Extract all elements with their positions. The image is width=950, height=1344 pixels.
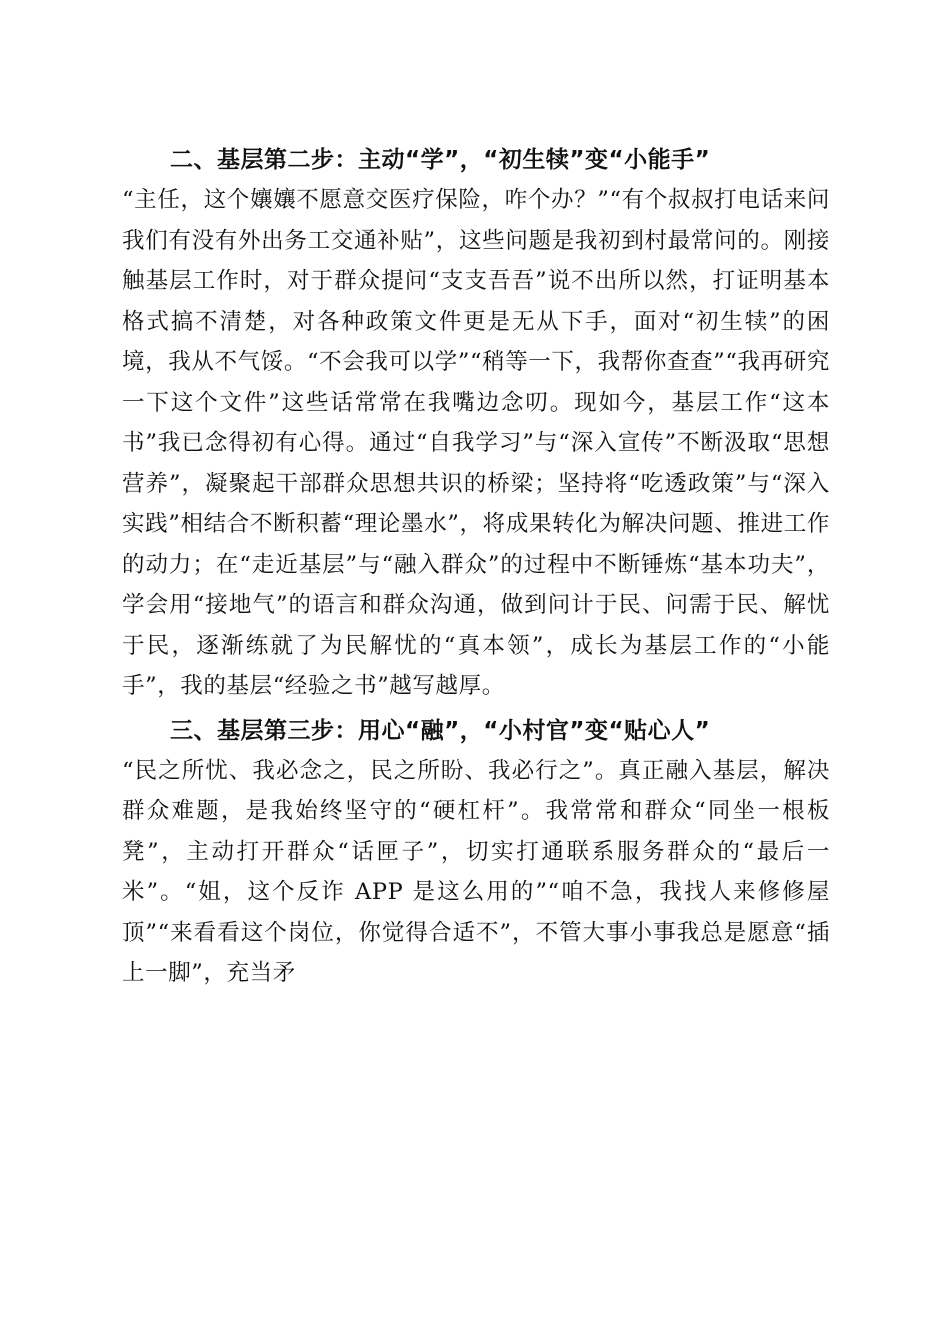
section-3-paragraph: “民之所忧、我必念之，民之所盼、我必行之”。真正融入基层，解决群众难题，是我始终坚守的“硬杠杆”。我常常和群众“同坐一根板凳”，主动打开群众“话匣子”，切实打通联系服务群众的“最后一米”。“姐，这个反诈 APP 是这么用的”“咱不急，我找人来修修屋顶”“来看看这个岗位，你觉得合适不”，不管大事小事我总是愿意“插上一脚”，充当矛 <box>122 757 830 986</box>
section-2-heading: 二、基层第二步：主动“学”，“初生犊”变“小能手” <box>170 147 711 173</box>
section-2-paragraph: “主任，这个孃孃不愿意交医疗保险，咋个办？”“有个叔叔打电话来问我们有没有外出务工交通补贴”，这些问题是我初到村最常问的。刚接触基层工作时，对于群众提问“支支吾吾”说不出所以然，打证明基本格式搞不清楚，对各种政策文件更是无从下手，面对“初生犊”的困境，我从不气馁。“不会我可以学”“稍等一下，我帮你查查”“我再研究一下这个文件”这些话常常在我嘴边念叨。现如今，基层工作“这本书”我已念得初有心得。通过“自我学习”与“深入宣传”不断汲取“思想营养”，凝聚起干部群众思想共识的桥梁；坚持将“吃透政策”与“深入实践”相结合不断积蓄“理论墨水”，将成果转化为解决问题、推进工作的动力；在“走近基层”与“融入群众”的过程中不断锤炼“基本功夫”，学会用“接地气”的语言和群众沟通，做到问计于民、问需于民、解忧于民，逐渐练就了为民解忧的“真本领”，成长为基层工作的“小能手”，我的基层“经验之书”越写越厚。 <box>122 187 830 699</box>
section-3-heading: 三、基层第三步：用心“融”，“小村官”变“贴心人” <box>170 717 711 744</box>
document-body <box>122 140 830 994</box>
